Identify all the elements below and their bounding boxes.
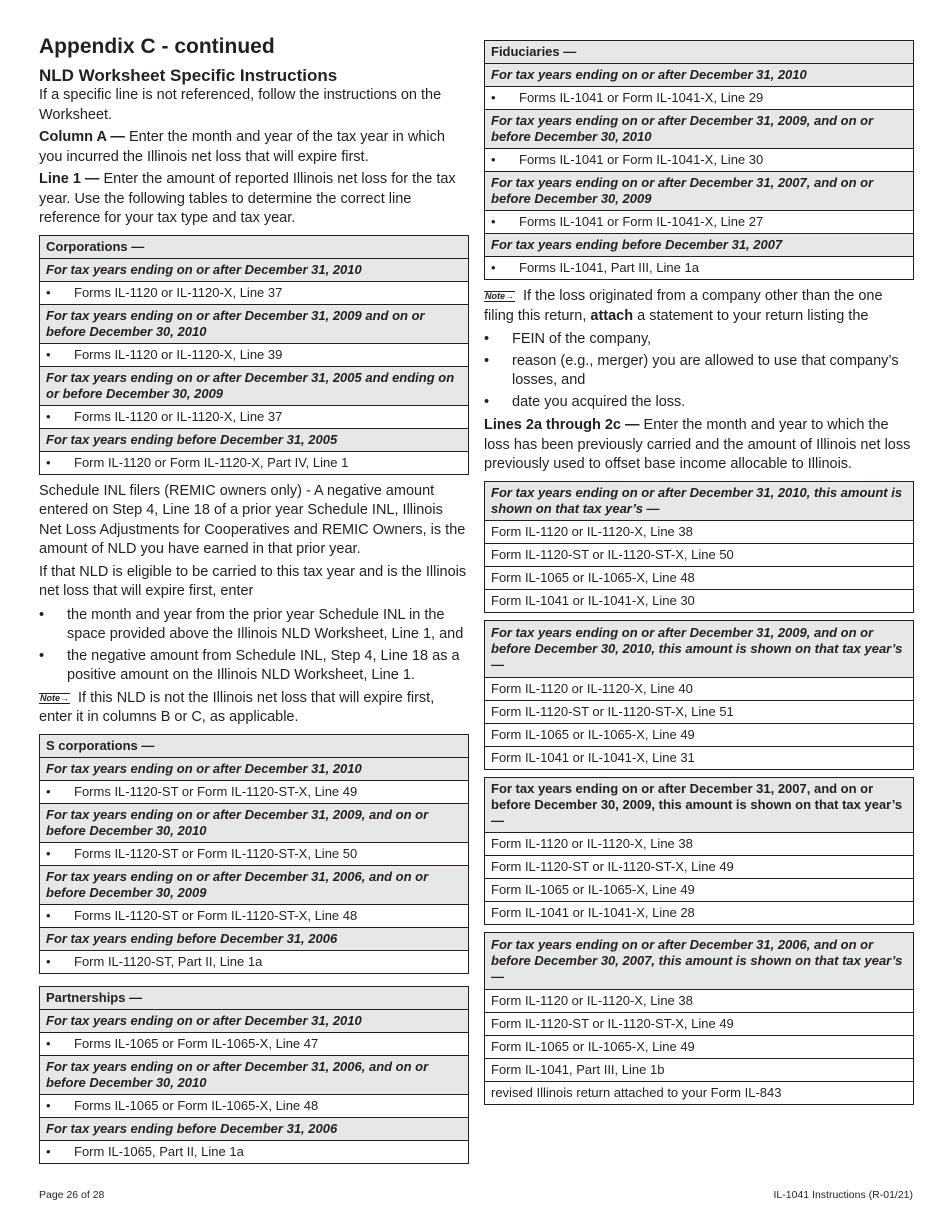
form-line-row: • Forms IL-1065 or Form IL-1065-X, Line 48 xyxy=(40,1094,469,1117)
form-line-row: Form IL-1120-ST or IL-1120-ST-X, Line 50 xyxy=(485,543,914,566)
line-1-text: Enter the amount of reported Illinois net loss for the tax year. Use the following tables to determine the correct line reference for your tax type and tax year. xyxy=(39,171,456,226)
tax-year-row: For tax years ending on or after December 31, 2009, and on or before December 30, 2010 xyxy=(40,803,469,842)
form-line-row: Form IL-1120 or IL-1120-X, Line 40 xyxy=(485,677,914,700)
tax-year-row: For tax years ending before December 31, 2007 xyxy=(485,234,914,257)
form-line-row: Form IL-1120-ST or IL-1120-ST-X, Line 51 xyxy=(485,700,914,723)
form-line-row: • Form IL-1120-ST, Part II, Line 1a xyxy=(40,950,469,973)
form-line-row: • Form IL-1120 or Form IL-1120-X, Part IV, Line 1 xyxy=(40,451,469,474)
table-header: S corporations — xyxy=(40,734,469,757)
nld-bullet-list xyxy=(39,606,469,685)
table-header: For tax years ending on or after December 31, 2009, and on or before December 30, 2010, this amount is shown on that tax year’s — xyxy=(485,620,914,677)
form-line-row: • Forms IL-1041 or Form IL-1041-X, Line 30 xyxy=(485,149,914,172)
column-a-label: Column A — xyxy=(39,129,125,145)
form-line-row: Form IL-1120 or IL-1120-X, Line 38 xyxy=(485,989,914,1012)
tax-year-row: For tax years ending on or after December 31, 2010 xyxy=(40,258,469,281)
document-id: IL-1041 Instructions (R-01/21) xyxy=(773,1189,913,1201)
form-line-row: Form IL-1120 or IL-1120-X, Line 38 xyxy=(485,832,914,855)
tax-year-row: For tax years ending on or after December 31, 2007, and on or before December 30, 2009 xyxy=(485,172,914,211)
table-header: For tax years ending on or after December 31, 2006, and on or before December 30, 2007, this amount is shown on that tax year’s — xyxy=(485,932,914,989)
tax-year-row: For tax years ending on or after December 31, 2006, and on or before December 30, 2010 xyxy=(40,1055,469,1094)
tax-year-row: For tax years ending on or after December 31, 2009, and on or before December 30, 2010 xyxy=(485,110,914,149)
form-line-row: Form IL-1120 or IL-1120-X, Line 38 xyxy=(485,520,914,543)
note-icon: Note→ xyxy=(40,692,69,703)
tax-year-row: For tax years ending on or after December 31, 2010 xyxy=(485,64,914,87)
column-a-text: Enter the month and year of the tax year in which you incurred the Illinois net loss that will expire first. xyxy=(39,129,445,165)
list-item: • the month and year from the prior year Schedule INL in the space provided above the Illinois NLD Worksheet, Line 1, and xyxy=(39,606,464,642)
prior-year-2010-table xyxy=(484,481,914,613)
s-corporations-table xyxy=(39,734,469,974)
lines-2a-2c-paragraph: Lines 2a through 2c — Enter the month and year to which the loss has been previously carried and the amount of Illinois net loss previously used to offset base income allocable to Illinois. xyxy=(484,417,911,472)
tax-year-row: For tax years ending before December 31, 2006 xyxy=(40,1117,469,1140)
tax-year-row: For tax years ending on or after December 31, 2010 xyxy=(40,757,469,780)
form-line-row: • Forms IL-1041, Part III, Line 1a xyxy=(485,257,914,280)
section-heading: NLD Worksheet Specific Instructions xyxy=(39,66,338,85)
form-line-row: revised Illinois return attached to your Form IL-843 xyxy=(485,1081,914,1104)
tax-year-row: For tax years ending on or after December 31, 2005 and ending on or before December 30, 2009 xyxy=(40,366,469,405)
form-line-row: Form IL-1065 or IL-1065-X, Line 49 xyxy=(485,1035,914,1058)
corporations-table xyxy=(39,235,469,475)
column-a-paragraph xyxy=(39,128,469,167)
form-line-row: • Forms IL-1041 or Form IL-1041-X, Line 29 xyxy=(485,87,914,110)
fiduciaries-table xyxy=(484,40,914,280)
table-header: Corporations — xyxy=(40,235,469,258)
form-line-row: • Forms IL-1120 or IL-1120-X, Line 39 xyxy=(40,343,469,366)
form-line-row: • Forms IL-1120 or IL-1120-X, Line 37 xyxy=(40,405,469,428)
form-line-row: Form IL-1065 or IL-1065-X, Line 49 xyxy=(485,723,914,746)
form-line-row: • Forms IL-1041 or Form IL-1041-X, Line 27 xyxy=(485,211,914,234)
list-item: • date you acquired the loss. xyxy=(484,394,686,410)
intro-paragraph: If a specific line is not referenced, follow the instructions on the Worksheet. xyxy=(39,87,442,123)
tax-year-row: For tax years ending before December 31, 2006 xyxy=(40,927,469,950)
tax-year-row: For tax years ending on or after December 31, 2010 xyxy=(40,1009,469,1032)
list-item: • reason (e.g., merger) you are allowed to use that company’s losses, and xyxy=(484,353,899,388)
line-1-paragraph xyxy=(39,170,469,229)
form-line-row: • Forms IL-1120-ST or Form IL-1120-ST-X, Line 48 xyxy=(40,904,469,927)
left-column xyxy=(39,34,469,1171)
tax-year-row: For tax years ending on or after December 31, 2006, and on or before December 30, 2009 xyxy=(40,865,469,904)
form-line-row: • Forms IL-1120-ST or Form IL-1120-ST-X, Line 50 xyxy=(40,842,469,865)
note-paragraph: Note→ If the loss originated from a company other than the one filing this return, attach a statement to your return listing the xyxy=(484,288,883,324)
table-header: Fiduciaries — xyxy=(485,41,914,64)
loss-bullet-list xyxy=(484,330,914,412)
note-icon: Note→ xyxy=(485,291,514,301)
table-header: For tax years ending on or after December 31, 2010, this amount is shown on that tax year’s — xyxy=(485,481,914,520)
form-line-row: • Forms IL-1120 or IL-1120-X, Line 37 xyxy=(40,281,469,304)
form-line-row: Form IL-1120-ST or IL-1120-ST-X, Line 49 xyxy=(485,1012,914,1035)
prior-year-2009-table xyxy=(484,620,914,770)
table-header: Partnerships — xyxy=(40,986,469,1009)
tax-year-row: For tax years ending on or after December 31, 2009 and on or before December 30, 2010 xyxy=(40,304,469,343)
form-line-row: Form IL-1065 or IL-1065-X, Line 49 xyxy=(485,878,914,901)
list-item: • the negative amount from Schedule INL, Step 4, Line 18 as a positive amount on the Illinois NLD Worksheet, Line 1. xyxy=(39,647,460,683)
form-line-row: Form IL-1041 or IL-1041-X, Line 30 xyxy=(485,589,914,612)
schedule-inl-paragraph: Schedule INL filers (REMIC owners only) - A negative amount entered on Step 4, Line 18 of a prior year Schedule INL, Illinois Net Loss Adjustments for Cooperatives and REMIC Owners, is the amount of NLD you have earned in that prior year. xyxy=(39,482,466,557)
partnerships-table xyxy=(39,986,469,1164)
note-paragraph: Note→ If this NLD is not the Illinois net loss that will expire first, enter it in columns B or C, as applicable. xyxy=(39,689,435,725)
form-line-row: Form IL-1041 or IL-1041-X, Line 28 xyxy=(485,901,914,924)
form-line-row: Form IL-1041 or IL-1041-X, Line 31 xyxy=(485,746,914,769)
prior-year-2006-table xyxy=(484,932,914,1105)
form-line-row: Form IL-1065 or IL-1065-X, Line 48 xyxy=(485,566,914,589)
if-nld-paragraph: If that NLD is eligible to be carried to this tax year and is the Illinois net loss that will expire first, enter xyxy=(39,563,467,599)
tax-year-row: For tax years ending before December 31, 2005 xyxy=(40,428,469,451)
line-1-label: Line 1 — xyxy=(39,171,100,187)
right-column xyxy=(484,34,914,1112)
page-number: Page 26 of 28 xyxy=(39,1189,105,1201)
page-title: Appendix C - continued xyxy=(39,35,275,58)
form-line-row: Form IL-1041, Part III, Line 1b xyxy=(485,1058,914,1081)
form-line-row: • Forms IL-1120-ST or Form IL-1120-ST-X, Line 49 xyxy=(40,780,469,803)
list-item: • FEIN of the company, xyxy=(484,331,652,347)
form-line-row: • Forms IL-1065 or Form IL-1065-X, Line 47 xyxy=(40,1032,469,1055)
form-line-row: • Form IL-1065, Part II, Line 1a xyxy=(40,1140,469,1163)
prior-year-2007-table xyxy=(484,777,914,925)
table-header: For tax years ending on or after December 31, 2007, and on or before December 30, 2009, this amount is shown on that tax year’s — xyxy=(485,777,914,832)
form-line-row: Form IL-1120-ST or IL-1120-ST-X, Line 49 xyxy=(485,855,914,878)
